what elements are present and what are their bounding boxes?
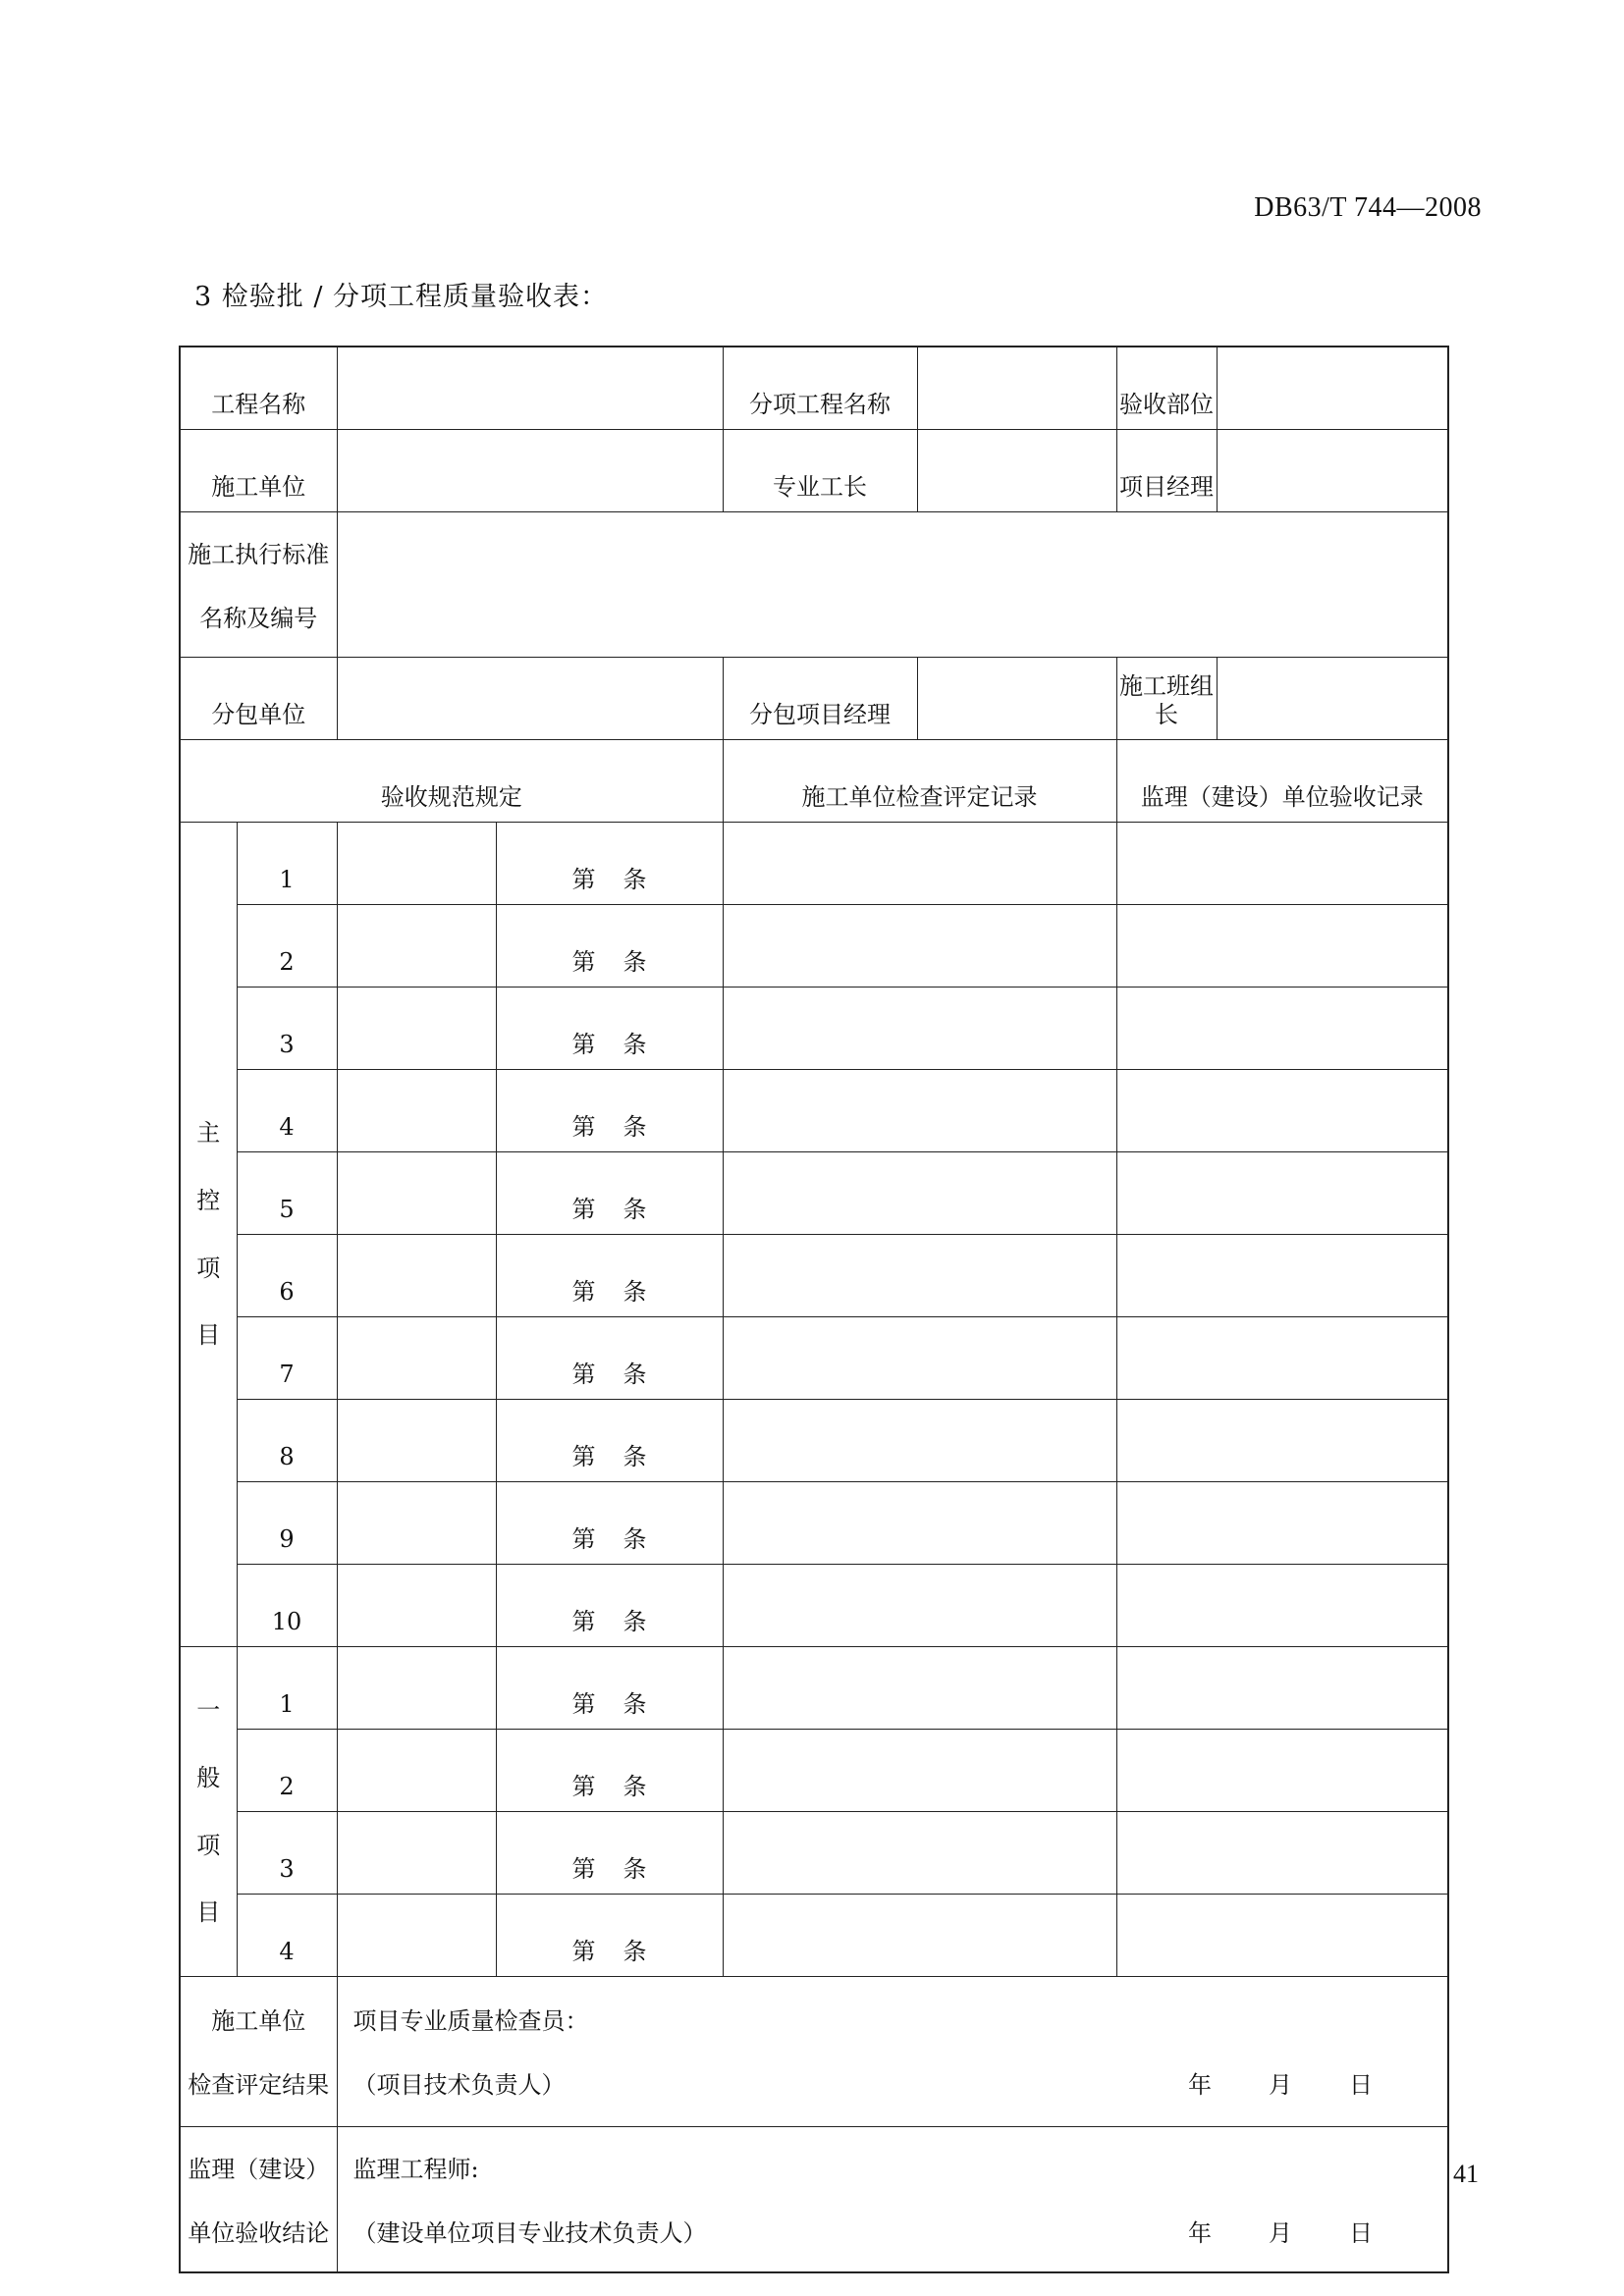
contractor-record-field[interactable] bbox=[723, 1317, 1116, 1400]
contractor-result-label bbox=[180, 1977, 337, 2127]
row-number: 6 bbox=[237, 1235, 337, 1317]
owner-tech-lead-label: （建设单位项目专业技术负责人） bbox=[352, 2218, 707, 2247]
contractor-record-field[interactable] bbox=[723, 1730, 1116, 1812]
spec-item-field[interactable] bbox=[337, 1235, 496, 1317]
project-name-label: 工程名称 bbox=[180, 347, 337, 430]
date-month: 月 bbox=[1269, 2071, 1293, 2100]
table-row bbox=[180, 1400, 1448, 1482]
date-month: 月 bbox=[1269, 2218, 1293, 2247]
table-row bbox=[180, 1647, 1448, 1730]
row-number: 4 bbox=[237, 1895, 337, 1977]
general-char: 般 bbox=[196, 1763, 221, 1791]
supervisor-record-field[interactable] bbox=[1116, 1317, 1448, 1400]
row-number: 7 bbox=[237, 1317, 337, 1400]
table-row bbox=[180, 1565, 1448, 1647]
spec-item-field[interactable] bbox=[337, 905, 496, 988]
table-row bbox=[180, 1895, 1448, 1977]
table-row bbox=[180, 988, 1448, 1070]
clause-tiao: 条 bbox=[623, 1443, 647, 1471]
clause-cell bbox=[496, 988, 723, 1070]
supervisor-record-field[interactable] bbox=[1116, 1895, 1448, 1977]
general-section bbox=[180, 1647, 1448, 1977]
supervisor-record-field[interactable] bbox=[1116, 988, 1448, 1070]
general-char: 一 bbox=[196, 1695, 221, 1724]
supervisor-record-field[interactable] bbox=[1116, 823, 1448, 905]
contractor-record-field[interactable] bbox=[723, 1565, 1116, 1647]
project-name-field[interactable] bbox=[337, 347, 723, 430]
supervisor-record-field[interactable] bbox=[1116, 1070, 1448, 1152]
table-row bbox=[180, 905, 1448, 988]
row-number: 2 bbox=[237, 1730, 337, 1812]
row-number: 9 bbox=[237, 1482, 337, 1565]
date-year: 年 bbox=[1188, 2071, 1213, 2100]
row-number: 1 bbox=[237, 1647, 337, 1730]
contractor-result-row bbox=[180, 1977, 1448, 2127]
clause-cell bbox=[496, 1812, 723, 1895]
main-control-section bbox=[180, 823, 1448, 1647]
clause-di: 第 bbox=[571, 1855, 596, 1884]
construction-unit-field[interactable] bbox=[337, 430, 723, 512]
clause-di: 第 bbox=[571, 1608, 596, 1636]
sub-project-name-field[interactable] bbox=[917, 347, 1116, 430]
table-row bbox=[180, 1317, 1448, 1400]
clause-cell bbox=[496, 1730, 723, 1812]
supervisor-conclusion-row bbox=[180, 2127, 1448, 2273]
supervisor-date bbox=[1188, 2219, 1373, 2248]
row-number: 2 bbox=[237, 905, 337, 988]
clause-cell bbox=[496, 1400, 723, 1482]
clause-di: 第 bbox=[571, 866, 596, 894]
section-title: 3 检验批 / 分项工程质量验收表： bbox=[194, 282, 609, 312]
supervisor-record-field[interactable] bbox=[1116, 1565, 1448, 1647]
contractor-record-field[interactable] bbox=[723, 988, 1116, 1070]
main-control-char: 主 bbox=[196, 1118, 221, 1147]
spec-item-field[interactable] bbox=[337, 1482, 496, 1565]
page-number: 41 bbox=[1453, 2160, 1479, 2188]
project-manager-field[interactable] bbox=[1217, 430, 1448, 512]
clause-di: 第 bbox=[571, 1361, 596, 1389]
general-char: 项 bbox=[196, 1831, 221, 1859]
supervisor-record-field[interactable] bbox=[1116, 1647, 1448, 1730]
standard-label bbox=[180, 512, 337, 658]
supervisor-conclusion-label-line2: 单位验收结论 bbox=[188, 2218, 330, 2247]
contractor-record-field[interactable] bbox=[723, 1482, 1116, 1565]
clause-tiao: 条 bbox=[623, 1525, 647, 1554]
supervisor-record-field[interactable] bbox=[1116, 905, 1448, 988]
clause-cell bbox=[496, 1895, 723, 1977]
contractor-inspector-label: 项目专业质量检查员： bbox=[352, 2007, 589, 2035]
clause-tiao: 条 bbox=[623, 866, 647, 894]
spec-item-field[interactable] bbox=[337, 823, 496, 905]
contractor-record-field[interactable] bbox=[723, 1235, 1116, 1317]
supervisor-record-field[interactable] bbox=[1116, 1400, 1448, 1482]
row-number: 8 bbox=[237, 1400, 337, 1482]
clause-tiao: 条 bbox=[623, 1031, 647, 1059]
clause-cell bbox=[496, 823, 723, 905]
clause-tiao: 条 bbox=[623, 1113, 647, 1142]
clause-di: 第 bbox=[571, 948, 596, 977]
clause-cell bbox=[496, 1482, 723, 1565]
table-row bbox=[180, 1070, 1448, 1152]
construction-unit-label: 施工单位 bbox=[180, 430, 337, 512]
team-leader-label: 施工班组长 bbox=[1116, 658, 1217, 740]
standard-field[interactable] bbox=[337, 512, 1448, 658]
clause-di: 第 bbox=[571, 1938, 596, 1966]
clause-cell bbox=[496, 1235, 723, 1317]
supervisor-conclusion-label-line1: 监理（建设） bbox=[188, 2155, 330, 2183]
contractor-record-field[interactable] bbox=[723, 1070, 1116, 1152]
contractor-result-label-line2: 检查评定结果 bbox=[188, 2071, 330, 2100]
row-number: 3 bbox=[237, 1812, 337, 1895]
clause-tiao: 条 bbox=[623, 1278, 647, 1307]
clause-cell bbox=[496, 1070, 723, 1152]
table-row bbox=[180, 1482, 1448, 1565]
supervisor-record-field[interactable] bbox=[1116, 1152, 1448, 1235]
acceptance-part-label: 验收部位 bbox=[1116, 347, 1217, 430]
clause-tiao: 条 bbox=[623, 1855, 647, 1884]
clause-tiao: 条 bbox=[623, 1938, 647, 1966]
supervisor-record-field[interactable] bbox=[1116, 1812, 1448, 1895]
team-leader-field[interactable] bbox=[1217, 658, 1448, 740]
spec-item-field[interactable] bbox=[337, 988, 496, 1070]
clause-cell bbox=[496, 1317, 723, 1400]
supervisor-record-header: 监理（建设）单位验收记录 bbox=[1116, 740, 1448, 823]
table-row bbox=[180, 823, 1448, 905]
date-day: 日 bbox=[1349, 2218, 1374, 2247]
supervisor-record-field[interactable] bbox=[1116, 1730, 1448, 1812]
supervisor-sign-area[interactable] bbox=[337, 2127, 1448, 2273]
info-row-subcontract bbox=[180, 658, 1448, 740]
spec-item-field[interactable] bbox=[337, 1317, 496, 1400]
contractor-date bbox=[1188, 2071, 1373, 2100]
spec-item-field[interactable] bbox=[337, 1812, 496, 1895]
info-row-construction bbox=[180, 430, 1448, 512]
clause-di: 第 bbox=[571, 1031, 596, 1059]
standard-label-line1: 施工执行标准 bbox=[188, 540, 330, 568]
general-char: 目 bbox=[196, 1898, 221, 1927]
clause-tiao: 条 bbox=[623, 1196, 647, 1224]
supervisor-record-field[interactable] bbox=[1116, 1482, 1448, 1565]
date-day: 日 bbox=[1349, 2071, 1374, 2100]
main-control-label bbox=[180, 823, 237, 1647]
clause-cell bbox=[496, 1152, 723, 1235]
spec-item-field[interactable] bbox=[337, 1730, 496, 1812]
clause-di: 第 bbox=[571, 1773, 596, 1801]
supervisor-record-field[interactable] bbox=[1116, 1235, 1448, 1317]
clause-di: 第 bbox=[571, 1443, 596, 1471]
clause-di: 第 bbox=[571, 1690, 596, 1719]
main-control-char: 目 bbox=[196, 1321, 221, 1350]
table-row bbox=[180, 1152, 1448, 1235]
supervisor-conclusion-label bbox=[180, 2127, 337, 2273]
clause-cell bbox=[496, 1565, 723, 1647]
spec-header: 验收规范规定 bbox=[180, 740, 723, 823]
info-row-project bbox=[180, 347, 1448, 430]
general-label bbox=[180, 1647, 237, 1977]
info-row-standard bbox=[180, 512, 1448, 658]
row-number: 1 bbox=[237, 823, 337, 905]
project-manager-label: 项目经理 bbox=[1116, 430, 1217, 512]
subcontract-unit-label: 分包单位 bbox=[180, 658, 337, 740]
spec-item-field[interactable] bbox=[337, 1647, 496, 1730]
clause-di: 第 bbox=[571, 1113, 596, 1142]
standard-label-line2: 名称及编号 bbox=[199, 604, 318, 632]
table-row bbox=[180, 1730, 1448, 1812]
subcontract-manager-field[interactable] bbox=[917, 658, 1116, 740]
contractor-record-field[interactable] bbox=[723, 823, 1116, 905]
row-number: 10 bbox=[237, 1565, 337, 1647]
clause-di: 第 bbox=[571, 1196, 596, 1224]
contractor-record-field[interactable] bbox=[723, 1895, 1116, 1977]
document-code: DB63/T 744—2008 bbox=[1254, 192, 1482, 223]
subcontract-manager-label: 分包项目经理 bbox=[723, 658, 917, 740]
clause-tiao: 条 bbox=[623, 1690, 647, 1719]
main-control-char: 控 bbox=[196, 1186, 221, 1214]
spec-item-field[interactable] bbox=[337, 1565, 496, 1647]
contractor-result-label-line1: 施工单位 bbox=[211, 2007, 306, 2035]
table-row bbox=[180, 1235, 1448, 1317]
contractor-record-field[interactable] bbox=[723, 905, 1116, 988]
specialist-foreman-label: 专业工长 bbox=[723, 430, 917, 512]
acceptance-form-table bbox=[179, 346, 1449, 2273]
column-header-row bbox=[180, 740, 1448, 823]
supervising-engineer-label: 监理工程师: bbox=[352, 2155, 479, 2183]
clause-di: 第 bbox=[571, 1278, 596, 1307]
contractor-record-field[interactable] bbox=[723, 1647, 1116, 1730]
contractor-sign-area[interactable] bbox=[337, 1977, 1448, 2127]
sub-project-name-label: 分项工程名称 bbox=[723, 347, 917, 430]
main-control-char: 项 bbox=[196, 1254, 221, 1282]
clause-tiao: 条 bbox=[623, 1608, 647, 1636]
clause-di: 第 bbox=[571, 1525, 596, 1554]
contractor-tech-lead-label: （项目技术负责人） bbox=[352, 2071, 566, 2100]
clause-cell bbox=[496, 905, 723, 988]
spec-item-field[interactable] bbox=[337, 1070, 496, 1152]
clause-tiao: 条 bbox=[623, 1361, 647, 1389]
subcontract-unit-field[interactable] bbox=[337, 658, 723, 740]
spec-item-field[interactable] bbox=[337, 1895, 496, 1977]
clause-tiao: 条 bbox=[623, 948, 647, 977]
row-number: 5 bbox=[237, 1152, 337, 1235]
acceptance-part-field[interactable] bbox=[1217, 347, 1448, 430]
spec-item-field[interactable] bbox=[337, 1400, 496, 1482]
contractor-record-header: 施工单位检查评定记录 bbox=[723, 740, 1116, 823]
contractor-record-field[interactable] bbox=[723, 1152, 1116, 1235]
row-number: 3 bbox=[237, 988, 337, 1070]
contractor-record-field[interactable] bbox=[723, 1400, 1116, 1482]
row-number: 4 bbox=[237, 1070, 337, 1152]
specialist-foreman-field[interactable] bbox=[917, 430, 1116, 512]
clause-tiao: 条 bbox=[623, 1773, 647, 1801]
clause-cell bbox=[496, 1647, 723, 1730]
contractor-record-field[interactable] bbox=[723, 1812, 1116, 1895]
table-row bbox=[180, 1812, 1448, 1895]
date-year: 年 bbox=[1188, 2218, 1213, 2247]
spec-item-field[interactable] bbox=[337, 1152, 496, 1235]
